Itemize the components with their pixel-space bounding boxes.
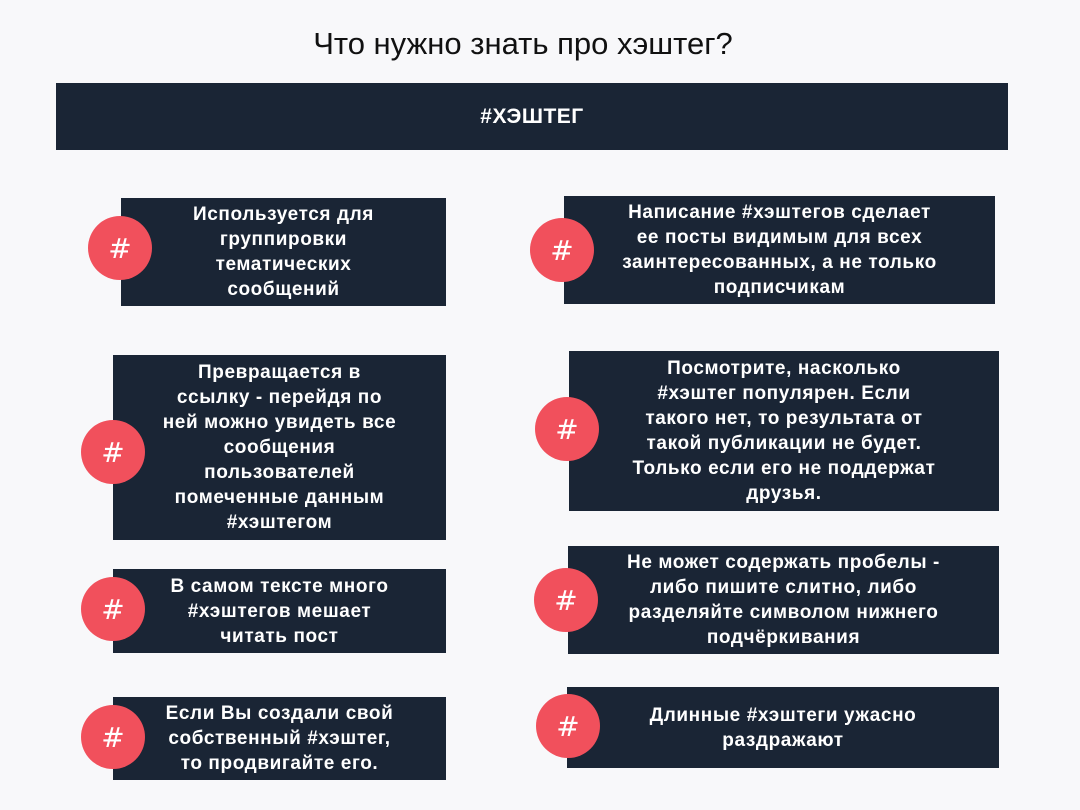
- hash-icon: #: [81, 705, 145, 769]
- hash-icon: #: [536, 694, 600, 758]
- header-label: #ХЭШТЕГ: [480, 104, 584, 128]
- fact-card-text: Не может содержать пробелы - либо пишите слитно, либо разделяйте символом нижнего подчёркивания: [627, 552, 940, 648]
- header-banner: [56, 83, 1008, 150]
- fact-card-3: [113, 569, 446, 653]
- hash-icon: #: [81, 577, 145, 641]
- hash-icon: #: [88, 216, 152, 280]
- fact-card-text: Написание #хэштегов сделает ее посты видимым для всех заинтересованных, а не только подписчикам: [622, 202, 937, 298]
- fact-card-6: [569, 351, 999, 511]
- fact-card-8: [567, 687, 999, 768]
- fact-card-5: [564, 196, 995, 304]
- fact-card-text: Если Вы создали свой собственный #хэштег, то продвигайте его.: [165, 703, 394, 774]
- fact-card-4: [113, 697, 446, 780]
- hash-icon: #: [534, 568, 598, 632]
- fact-card-1: [121, 198, 446, 306]
- fact-card-text: Посмотрите, насколько #хэштег популярен. Если такого нет, то результата от такой публикации не будет. Только если его не поддержат друзья.: [632, 358, 936, 504]
- page-title: Что нужно знать про хэштег?: [313, 26, 733, 61]
- hash-icon: #: [81, 420, 145, 484]
- fact-card-text: В самом тексте много #хэштегов мешает читать пост: [170, 575, 389, 647]
- fact-card-text: Используется для группировки тематических сообщений: [193, 204, 374, 300]
- fact-card-text: Превращается в ссылку - перейдя по ней можно увидеть все сообщения пользователей помеченные данным #хэштегом: [162, 362, 397, 533]
- hash-icon: #: [530, 218, 594, 282]
- fact-card-2: [113, 355, 446, 540]
- fact-card-7: [568, 546, 999, 654]
- hash-icon: #: [535, 397, 599, 461]
- fact-card-text: Длинные #хэштеги ужасно раздражают: [649, 704, 917, 751]
